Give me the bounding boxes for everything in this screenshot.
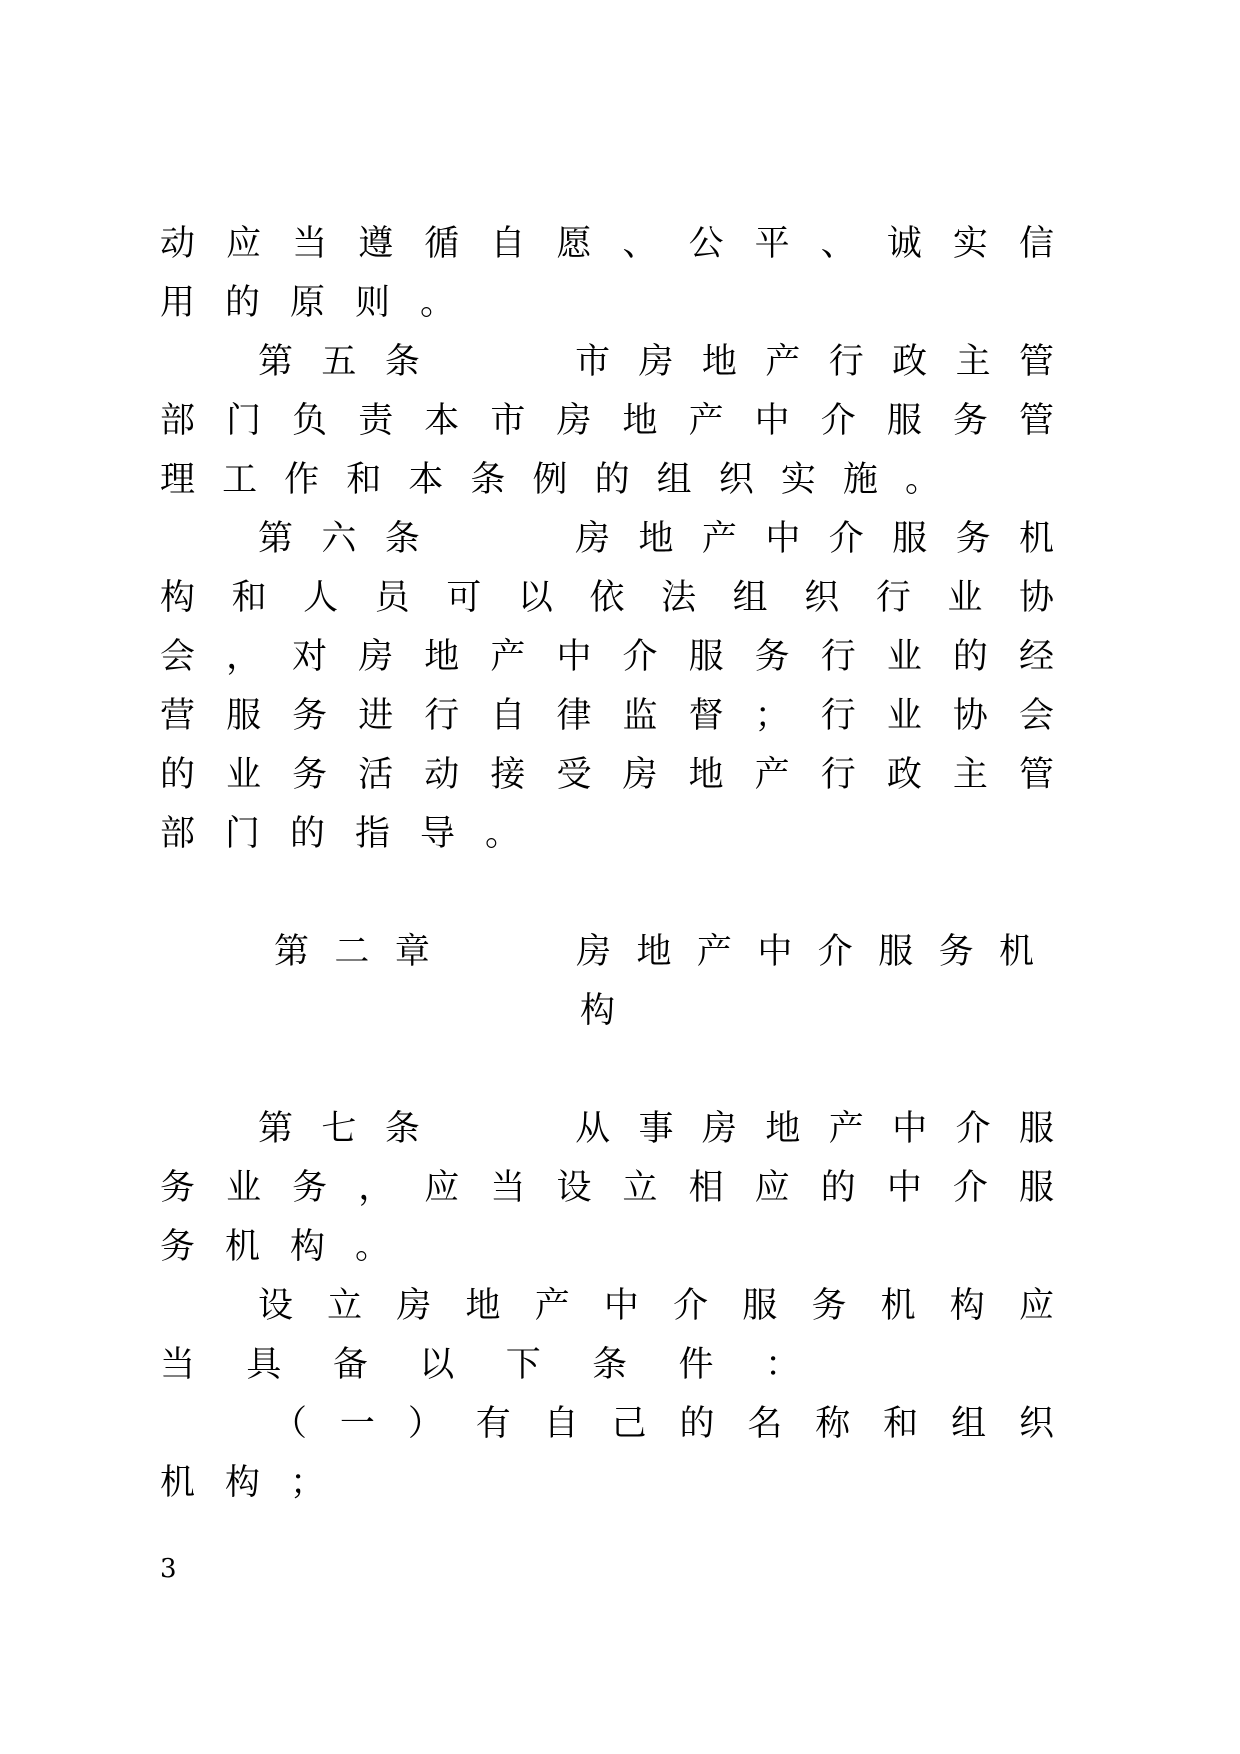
paragraph-line: 理工作和本条例的组织实施。: [160, 460, 940, 500]
paragraph-line: 用的原则。: [160, 283, 486, 323]
article-7-heading-line: 第七条 从事房地产中介服: [258, 1109, 1054, 1149]
article-5-heading-line: 第五条 市房地产行政主管: [258, 342, 1054, 382]
paragraph-line: 部门的指导。: [160, 814, 551, 854]
paragraph-line: 动应当遵循自愿、公平、诚实信: [160, 224, 1054, 264]
paragraph-line: 营服务进行自律监督；行业协会: [160, 696, 1054, 736]
paragraph-line: 部门负责本市房地产中介服务管: [160, 401, 1054, 441]
paragraph-line: 务机构。: [160, 1227, 421, 1267]
article-6-heading-line: 第六条 房地产中介服务机: [258, 519, 1054, 559]
chapter-title: 第二章 房地产中介服务机: [274, 932, 1034, 972]
paragraph-line: 设立房地产中介服务机构应: [258, 1286, 1054, 1326]
paragraph-line: 当具备以下条件：: [160, 1345, 800, 1385]
paragraph-line: 构和人员可以依法组织行业协: [160, 578, 1054, 618]
paragraph-line: 会，对房地产中介服务行业的经: [160, 637, 1054, 677]
list-item-line: 机构；: [160, 1463, 356, 1503]
paragraph-line: 务业务，应当设立相应的中介服: [160, 1168, 1054, 1208]
list-item-line: （一）有自己的名称和组织: [272, 1404, 1054, 1444]
page-number: 3: [160, 1554, 177, 1584]
paragraph-line: 的业务活动接受房地产行政主管: [160, 755, 1054, 795]
chapter-title-cont: 构: [580, 991, 616, 1031]
